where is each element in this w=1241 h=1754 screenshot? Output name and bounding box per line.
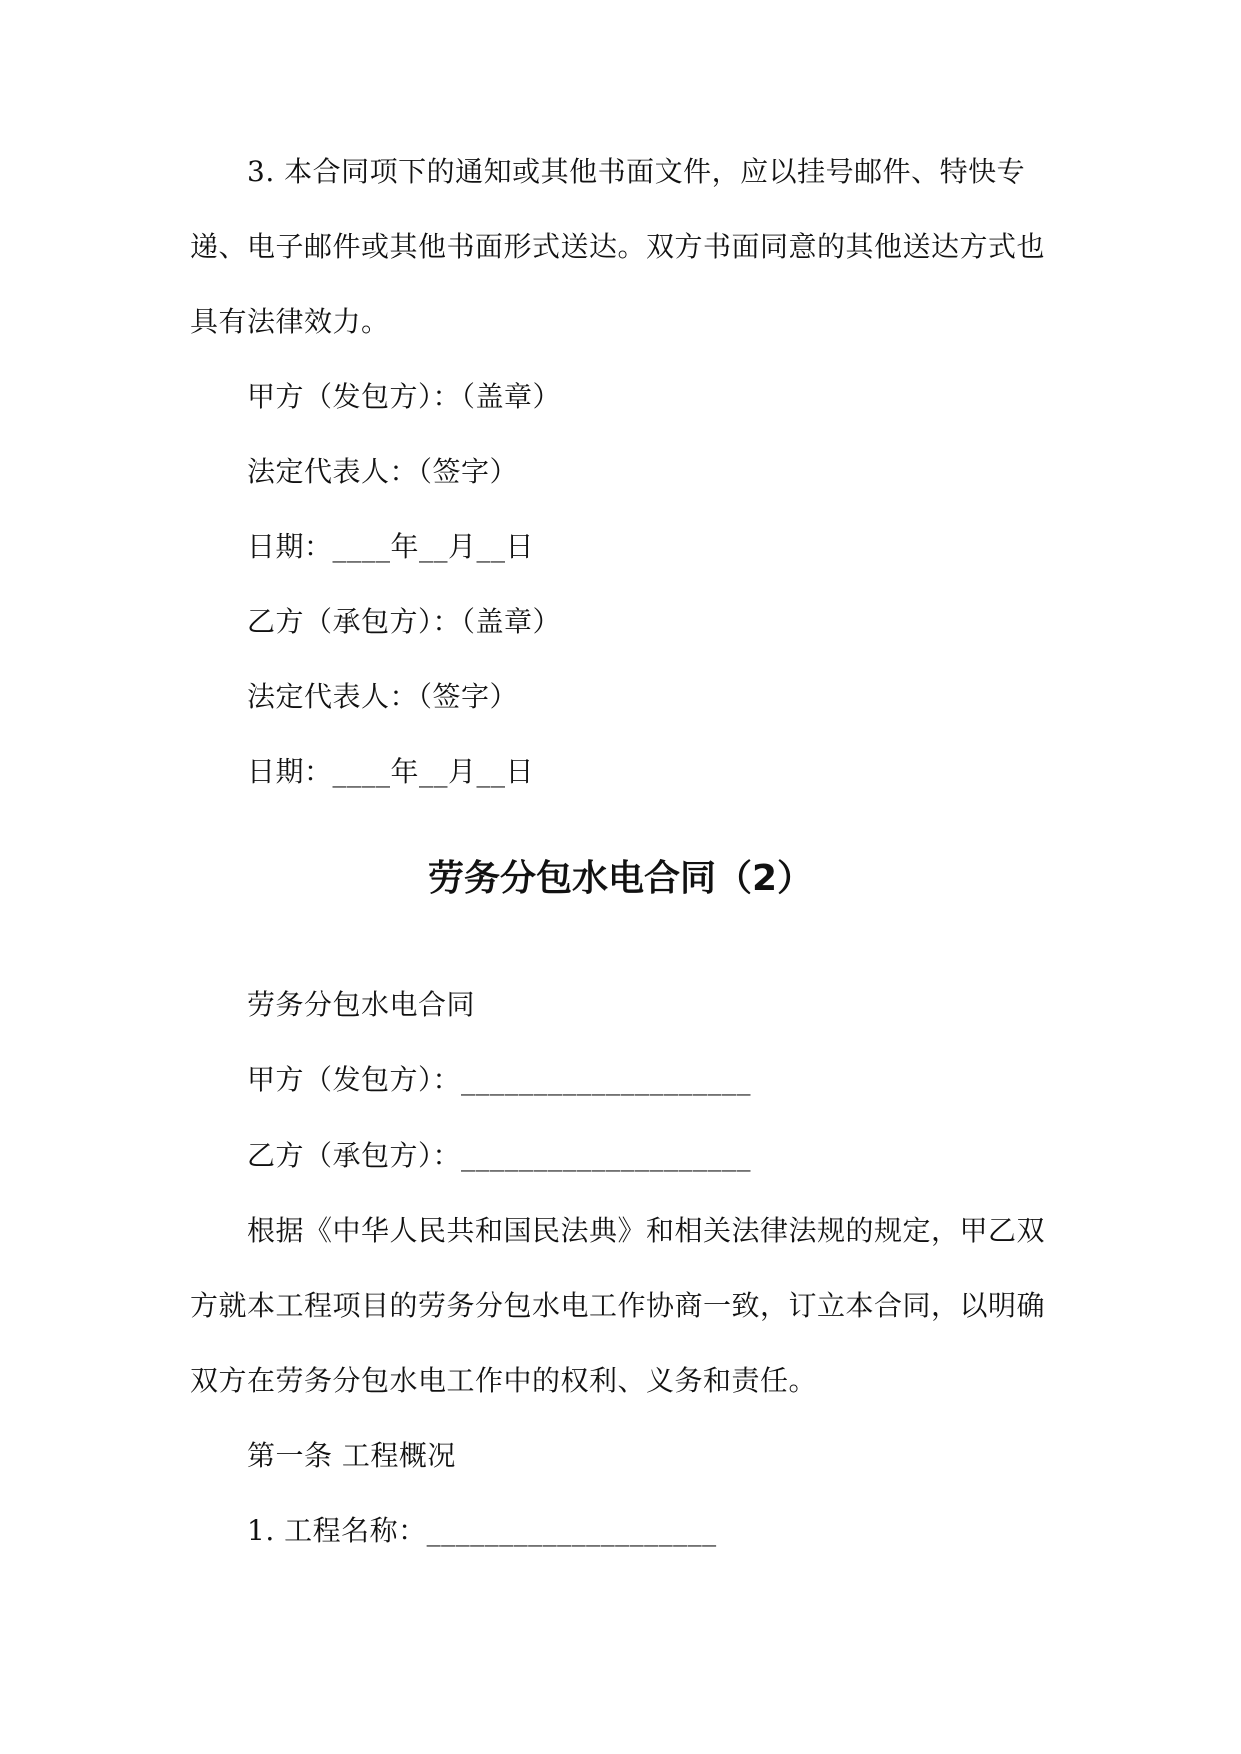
party-a-seal: 甲方（发包方）：（盖章）	[247, 380, 562, 413]
project-name-field: 1. 工程名称：____________________	[247, 1514, 717, 1547]
contract-subtitle: 劳务分包水电合同	[247, 988, 476, 1021]
party-a-date: 日期：____年__月__日	[247, 530, 535, 563]
party-b-seal: 乙方（承包方）：（盖章）	[247, 605, 562, 638]
clause-3-line-1: 3. 本合同项下的通知或其他书面文件，应以挂号邮件、特快专	[247, 155, 1026, 188]
clause-3-line-3: 具有法律效力。	[190, 305, 390, 338]
party-a-representative: 法定代表人：（签字）	[247, 455, 519, 488]
contract-party-b: 乙方（承包方）：____________________	[247, 1139, 752, 1172]
preamble-line-1: 根据《中华人民共和国民法典》和相关法律法规的规定，甲乙双	[247, 1214, 1046, 1247]
preamble-line-3: 双方在劳务分包水电工作中的权利、义务和责任。	[190, 1364, 818, 1397]
clause-3-line-2: 递、电子邮件或其他书面形式送达。双方书面同意的其他送达方式也	[190, 230, 1046, 263]
contract-heading: 劳务分包水电合同（2）	[427, 858, 814, 899]
party-b-date: 日期：____年__月__日	[247, 755, 535, 788]
preamble-line-2: 方就本工程项目的劳务分包水电工作协商一致，订立本合同，以明确	[190, 1289, 1046, 1322]
party-b-representative: 法定代表人：（签字）	[247, 680, 519, 713]
contract-party-a: 甲方（发包方）：____________________	[247, 1063, 752, 1096]
article-1-title: 第一条 工程概况	[247, 1439, 456, 1472]
